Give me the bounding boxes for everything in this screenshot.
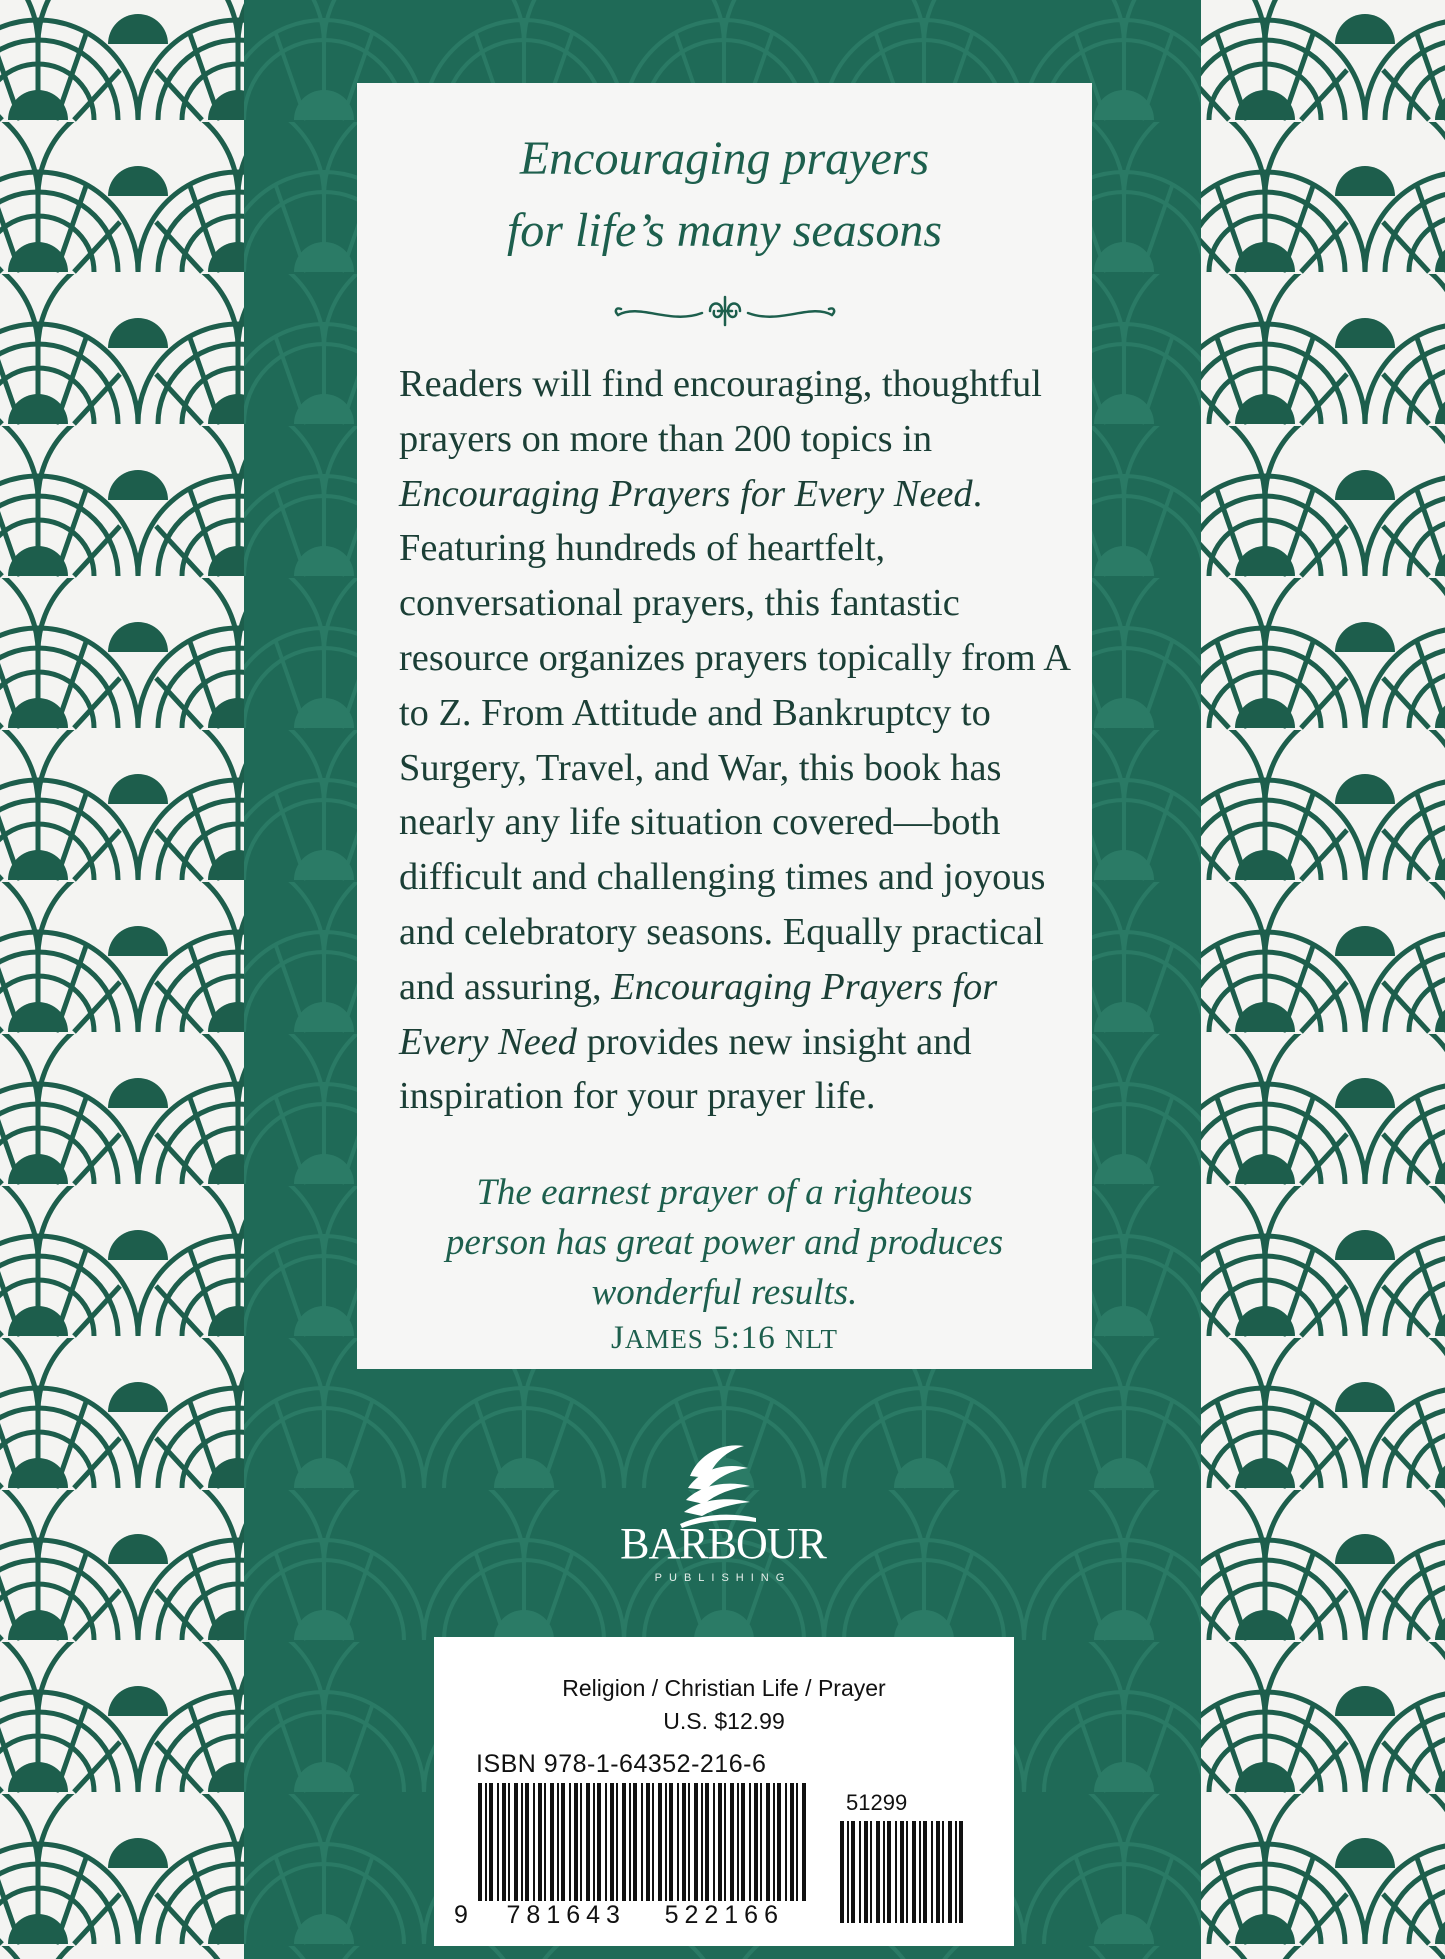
flourish-icon xyxy=(610,291,840,331)
barcode-bar xyxy=(760,1783,762,1901)
barcode-bar xyxy=(876,1821,880,1923)
barcode-bar xyxy=(931,1821,933,1923)
barcode-bar xyxy=(870,1821,872,1923)
barcode-digit-prefix: 9 xyxy=(454,1901,468,1929)
barcode-bar xyxy=(521,1783,523,1901)
barcode-bar xyxy=(538,1783,542,1901)
barcode-bar xyxy=(605,1783,607,1901)
barcode-bar xyxy=(514,1783,518,1901)
barcode-bar xyxy=(802,1783,806,1901)
barcode-bar xyxy=(688,1783,690,1901)
barcode-bar xyxy=(485,1783,487,1901)
barcode-digits xyxy=(454,1901,784,1930)
description-part-1: Readers will find encouraging, thoughtful prayers on more than 200 topics in xyxy=(399,363,1042,460)
barcode-bar xyxy=(616,1783,618,1901)
barcode-bar xyxy=(859,1821,861,1923)
fan-pattern-right xyxy=(1201,0,1445,1959)
barcode-bar xyxy=(525,1783,529,1901)
verse-line-2: person has great power and produces xyxy=(445,1222,1004,1264)
barcode-bar xyxy=(586,1783,590,1901)
tagline-line-2: for life’s many seasons xyxy=(506,204,943,257)
barcode-bar xyxy=(658,1783,662,1901)
fan-pattern-left xyxy=(0,0,244,1959)
barcode-bar xyxy=(701,1783,703,1901)
description-part-2: . Featuring hundreds of heartfelt, conversational prayers, this fantastic resource organizes prayers topically from A to Z. From Attitude and Bankruptcy to Surgery, Travel, and War, this book has nearly any life situation covered—both difficult and challenging times and joyous and celebratory seasons. Equally practical and assuring, xyxy=(399,472,1069,1008)
barcode-bar xyxy=(887,1821,891,1923)
barcode-label xyxy=(434,1637,1014,1946)
barcode-bar xyxy=(912,1821,916,1923)
barcode-bar xyxy=(906,1821,908,1923)
barbour-logo-icon xyxy=(620,1416,826,1596)
barcode-bar xyxy=(741,1783,745,1901)
barcode-bar xyxy=(641,1783,643,1901)
description-text xyxy=(399,357,1079,1124)
barcode-bar xyxy=(478,1783,482,1901)
barcode-bar xyxy=(936,1821,940,1923)
scripture-reference xyxy=(393,1320,1056,1357)
publisher-name: BARBOUR xyxy=(620,1519,826,1568)
barcode-bar xyxy=(955,1821,957,1923)
price-barcode xyxy=(840,1821,968,1923)
barcode-bar xyxy=(777,1783,781,1901)
barcode-bar xyxy=(557,1783,559,1901)
barcode-bar xyxy=(847,1821,849,1923)
barcode-bar xyxy=(851,1821,855,1923)
barcode-bar xyxy=(489,1783,493,1901)
barcode-bar xyxy=(694,1783,698,1901)
barcode-bar xyxy=(796,1783,798,1901)
barcode-bar xyxy=(508,1783,510,1901)
barcode-bar xyxy=(840,1821,844,1923)
barcode-bar xyxy=(502,1783,506,1901)
scripture-quote xyxy=(393,1168,1056,1318)
barcode-bar xyxy=(749,1783,751,1901)
barcode-bar xyxy=(682,1783,686,1901)
barcode-bar xyxy=(713,1783,715,1901)
barcode-bar xyxy=(561,1783,565,1901)
barcode-bar xyxy=(597,1783,601,1901)
barcode-bar xyxy=(766,1783,770,1901)
tagline xyxy=(393,123,1056,267)
isbn-text: ISBN 978-1-64352-216-6 xyxy=(476,1750,767,1778)
barcode-bar xyxy=(895,1821,897,1923)
price-code: 51299 xyxy=(846,1790,908,1815)
barcode-bar xyxy=(942,1821,944,1923)
reference-book: AMES xyxy=(624,1324,704,1355)
barcode-bar xyxy=(569,1783,571,1901)
barcode-bar xyxy=(629,1783,631,1901)
barcode-bar xyxy=(669,1783,673,1901)
barcode-bar xyxy=(574,1783,578,1901)
verse-line-3: wonderful results. xyxy=(591,1272,858,1314)
barcode-bar xyxy=(652,1783,654,1901)
barcode-bar xyxy=(646,1783,650,1901)
barcode-bar xyxy=(677,1783,679,1901)
book-title-mention-1: Encouraging Prayers for Every Need xyxy=(399,472,973,515)
barcode-bar xyxy=(724,1783,726,1901)
tagline-line-1: Encouraging prayers xyxy=(519,132,930,185)
barcode-bar xyxy=(665,1783,667,1901)
reference-cap: J xyxy=(610,1320,625,1357)
barcode-bar xyxy=(610,1783,614,1901)
barcode-bar xyxy=(959,1821,963,1923)
barcode-bar xyxy=(544,1783,546,1901)
book-price: U.S. $12.99 xyxy=(663,1708,785,1734)
barcode-bar xyxy=(737,1783,739,1901)
barcode-bar xyxy=(580,1783,582,1901)
isbn-barcode xyxy=(478,1783,808,1901)
barcode-bar xyxy=(864,1821,868,1923)
barcode-bar xyxy=(883,1821,885,1923)
description-part-3: provides new insight and inspiration for your prayer life. xyxy=(399,1020,972,1118)
barcode-bar xyxy=(593,1783,595,1901)
reference-version: NLT xyxy=(785,1324,839,1355)
barcode-bar xyxy=(785,1783,787,1901)
barcode-bar xyxy=(622,1783,626,1901)
barcode-bar xyxy=(948,1821,952,1923)
description-card xyxy=(357,83,1092,1369)
barcode-bar xyxy=(550,1783,554,1901)
barcode-bar xyxy=(919,1821,921,1923)
barcode-bar xyxy=(923,1821,927,1923)
barcode-bar xyxy=(730,1783,734,1901)
barcode-bar xyxy=(633,1783,637,1901)
verse-line-1: The earnest prayer of a righteous xyxy=(476,1172,973,1214)
reference-number: 5:16 xyxy=(703,1320,785,1357)
publisher-subtitle: PUBLISHING xyxy=(654,1572,792,1584)
barcode-digits-left: 781643 xyxy=(506,1901,626,1929)
barcode-digits-right: 522166 xyxy=(664,1901,784,1929)
barcode-bar xyxy=(900,1821,904,1923)
barcode-bar xyxy=(773,1783,775,1901)
barcode-bar xyxy=(497,1783,499,1901)
book-title-mention-2: Encouraging Prayers for Every Need xyxy=(399,965,998,1063)
book-category: Religion / Christian Life / Prayer xyxy=(562,1675,886,1701)
barcode-bar xyxy=(790,1783,794,1901)
barcode-bar xyxy=(705,1783,709,1901)
barcode-bar xyxy=(718,1783,722,1901)
barcode-bar xyxy=(533,1783,535,1901)
barcode-bar xyxy=(754,1783,758,1901)
